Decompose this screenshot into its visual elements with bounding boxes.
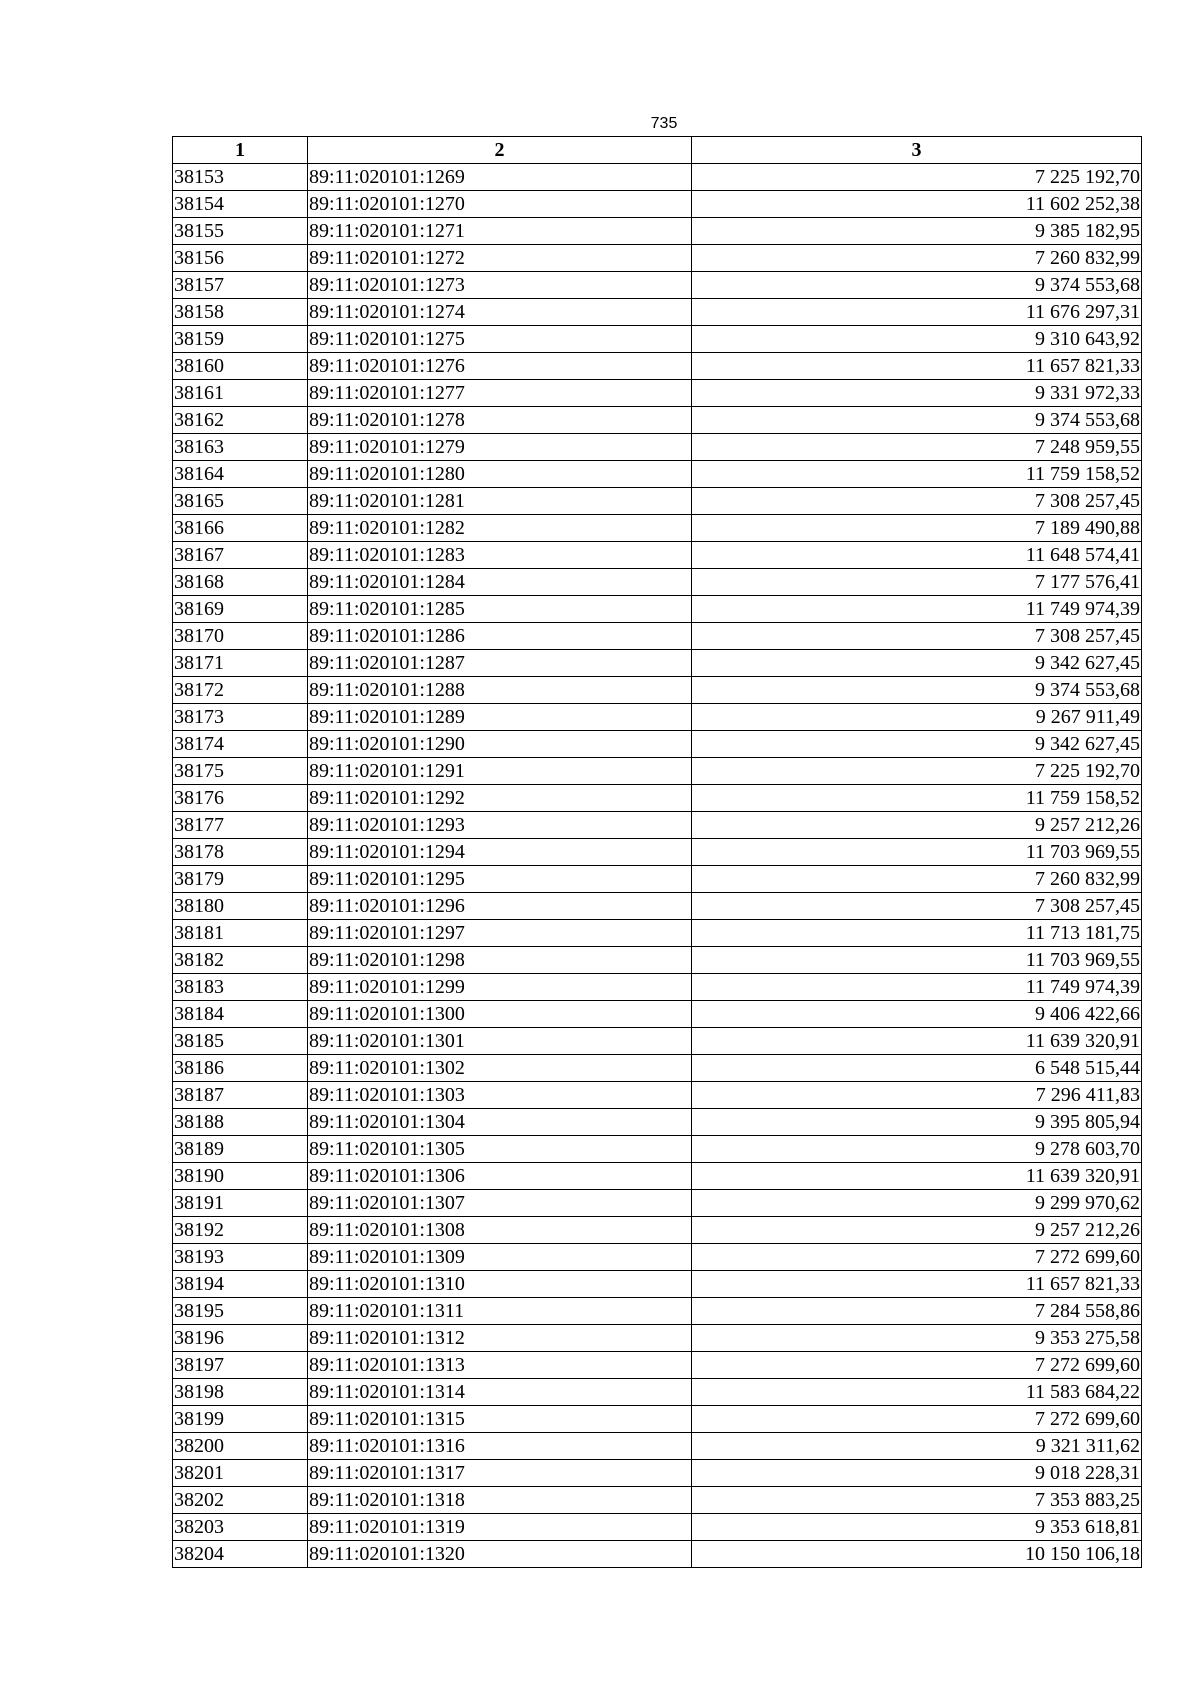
value-cell: 9 257 212,26 xyxy=(692,812,1142,839)
row-number-cell: 38166 xyxy=(173,515,308,542)
table-row xyxy=(173,164,1142,191)
value-cell: 11 759 158,52 xyxy=(692,461,1142,488)
table-body xyxy=(173,164,1142,1568)
row-number-cell: 38189 xyxy=(173,1136,308,1163)
cadastral-number-cell: 89:11:020101:1279 xyxy=(308,434,692,461)
table-row xyxy=(173,677,1142,704)
cadastral-number-cell: 89:11:020101:1269 xyxy=(308,164,692,191)
table-row xyxy=(173,893,1142,920)
table-row xyxy=(173,434,1142,461)
table-row xyxy=(173,650,1142,677)
cadastral-number-cell: 89:11:020101:1287 xyxy=(308,650,692,677)
row-number-cell: 38173 xyxy=(173,704,308,731)
row-number-cell: 38176 xyxy=(173,785,308,812)
row-number-cell: 38172 xyxy=(173,677,308,704)
cadastral-number-cell: 89:11:020101:1296 xyxy=(308,893,692,920)
header-col-3: 3 xyxy=(692,137,1142,164)
cadastral-number-cell: 89:11:020101:1297 xyxy=(308,920,692,947)
row-number-cell: 38178 xyxy=(173,839,308,866)
value-cell: 7 296 411,83 xyxy=(692,1082,1142,1109)
value-cell: 7 248 959,55 xyxy=(692,434,1142,461)
table-row xyxy=(173,245,1142,272)
value-cell: 7 225 192,70 xyxy=(692,164,1142,191)
cadastral-number-cell: 89:11:020101:1317 xyxy=(308,1460,692,1487)
table-row xyxy=(173,947,1142,974)
cadastral-number-cell: 89:11:020101:1314 xyxy=(308,1379,692,1406)
table-row xyxy=(173,515,1142,542)
cadastral-number-cell: 89:11:020101:1306 xyxy=(308,1163,692,1190)
cadastral-number-cell: 89:11:020101:1304 xyxy=(308,1109,692,1136)
value-cell: 9 374 553,68 xyxy=(692,677,1142,704)
cadastral-number-cell: 89:11:020101:1312 xyxy=(308,1325,692,1352)
header-col-1: 1 xyxy=(173,137,308,164)
table-row xyxy=(173,353,1142,380)
value-cell: 7 284 558,86 xyxy=(692,1298,1142,1325)
cadastral-number-cell: 89:11:020101:1280 xyxy=(308,461,692,488)
cadastral-number-cell: 89:11:020101:1313 xyxy=(308,1352,692,1379)
table-row xyxy=(173,920,1142,947)
header-row xyxy=(173,137,1142,164)
header-col-2: 2 xyxy=(308,137,692,164)
table-row xyxy=(173,1136,1142,1163)
row-number-cell: 38181 xyxy=(173,920,308,947)
cadastral-number-cell: 89:11:020101:1291 xyxy=(308,758,692,785)
table-row xyxy=(173,623,1142,650)
cadastral-number-cell: 89:11:020101:1305 xyxy=(308,1136,692,1163)
value-cell: 11 648 574,41 xyxy=(692,542,1142,569)
table-row xyxy=(173,461,1142,488)
cadastral-number-cell: 89:11:020101:1318 xyxy=(308,1487,692,1514)
table-row xyxy=(173,1244,1142,1271)
cadastral-number-cell: 89:11:020101:1272 xyxy=(308,245,692,272)
cadastral-number-cell: 89:11:020101:1301 xyxy=(308,1028,692,1055)
value-cell: 9 018 228,31 xyxy=(692,1460,1142,1487)
value-cell: 7 260 832,99 xyxy=(692,245,1142,272)
table-row xyxy=(173,299,1142,326)
row-number-cell: 38186 xyxy=(173,1055,308,1082)
cadastral-number-cell: 89:11:020101:1283 xyxy=(308,542,692,569)
table-row xyxy=(173,1406,1142,1433)
table-row xyxy=(173,407,1142,434)
table-row xyxy=(173,758,1142,785)
cadastral-number-cell: 89:11:020101:1274 xyxy=(308,299,692,326)
cadastral-number-cell: 89:11:020101:1286 xyxy=(308,623,692,650)
value-cell: 11 676 297,31 xyxy=(692,299,1142,326)
row-number-cell: 38204 xyxy=(173,1541,308,1568)
value-cell: 7 308 257,45 xyxy=(692,623,1142,650)
row-number-cell: 38203 xyxy=(173,1514,308,1541)
table-row xyxy=(173,1190,1142,1217)
value-cell: 9 385 182,95 xyxy=(692,218,1142,245)
row-number-cell: 38163 xyxy=(173,434,308,461)
cadastral-number-cell: 89:11:020101:1311 xyxy=(308,1298,692,1325)
cadastral-number-cell: 89:11:020101:1276 xyxy=(308,353,692,380)
value-cell: 6 548 515,44 xyxy=(692,1055,1142,1082)
row-number-cell: 38169 xyxy=(173,596,308,623)
value-cell: 7 225 192,70 xyxy=(692,758,1142,785)
value-cell: 9 331 972,33 xyxy=(692,380,1142,407)
cadastral-number-cell: 89:11:020101:1298 xyxy=(308,947,692,974)
table-row xyxy=(173,1298,1142,1325)
value-cell: 10 150 106,18 xyxy=(692,1541,1142,1568)
row-number-cell: 38202 xyxy=(173,1487,308,1514)
row-number-cell: 38153 xyxy=(173,164,308,191)
cadastral-number-cell: 89:11:020101:1308 xyxy=(308,1217,692,1244)
row-number-cell: 38183 xyxy=(173,974,308,1001)
value-cell: 7 260 832,99 xyxy=(692,866,1142,893)
row-number-cell: 38158 xyxy=(173,299,308,326)
value-cell: 11 703 969,55 xyxy=(692,839,1142,866)
table-row xyxy=(173,218,1142,245)
value-cell: 9 278 603,70 xyxy=(692,1136,1142,1163)
row-number-cell: 38187 xyxy=(173,1082,308,1109)
table-row xyxy=(173,569,1142,596)
table-row xyxy=(173,272,1142,299)
table-row xyxy=(173,1082,1142,1109)
row-number-cell: 38192 xyxy=(173,1217,308,1244)
cadastral-number-cell: 89:11:020101:1302 xyxy=(308,1055,692,1082)
cadastral-number-cell: 89:11:020101:1290 xyxy=(308,731,692,758)
row-number-cell: 38197 xyxy=(173,1352,308,1379)
cadastral-number-cell: 89:11:020101:1320 xyxy=(308,1541,692,1568)
value-cell: 11 602 252,38 xyxy=(692,191,1142,218)
table-row xyxy=(173,326,1142,353)
row-number-cell: 38162 xyxy=(173,407,308,434)
cadastral-number-cell: 89:11:020101:1285 xyxy=(308,596,692,623)
row-number-cell: 38156 xyxy=(173,245,308,272)
value-cell: 9 310 643,92 xyxy=(692,326,1142,353)
row-number-cell: 38159 xyxy=(173,326,308,353)
row-number-cell: 38155 xyxy=(173,218,308,245)
cadastral-number-cell: 89:11:020101:1278 xyxy=(308,407,692,434)
table-row xyxy=(173,1271,1142,1298)
cadastral-number-cell: 89:11:020101:1300 xyxy=(308,1001,692,1028)
value-cell: 11 639 320,91 xyxy=(692,1163,1142,1190)
table-row xyxy=(173,866,1142,893)
value-cell: 11 703 969,55 xyxy=(692,947,1142,974)
table-row xyxy=(173,1541,1142,1568)
table-row xyxy=(173,596,1142,623)
value-cell: 11 749 974,39 xyxy=(692,596,1142,623)
row-number-cell: 38195 xyxy=(173,1298,308,1325)
value-cell: 9 353 275,58 xyxy=(692,1325,1142,1352)
cadastral-number-cell: 89:11:020101:1293 xyxy=(308,812,692,839)
table-row xyxy=(173,1028,1142,1055)
row-number-cell: 38184 xyxy=(173,1001,308,1028)
cadastral-number-cell: 89:11:020101:1271 xyxy=(308,218,692,245)
row-number-cell: 38177 xyxy=(173,812,308,839)
table-row xyxy=(173,1055,1142,1082)
row-number-cell: 38168 xyxy=(173,569,308,596)
value-cell: 9 374 553,68 xyxy=(692,272,1142,299)
table-row xyxy=(173,1460,1142,1487)
value-cell: 7 272 699,60 xyxy=(692,1352,1142,1379)
table-row xyxy=(173,1352,1142,1379)
cadastral-number-cell: 89:11:020101:1307 xyxy=(308,1190,692,1217)
table-row xyxy=(173,380,1142,407)
value-cell: 11 749 974,39 xyxy=(692,974,1142,1001)
table-row xyxy=(173,812,1142,839)
row-number-cell: 38191 xyxy=(173,1190,308,1217)
value-cell: 9 257 212,26 xyxy=(692,1217,1142,1244)
row-number-cell: 38157 xyxy=(173,272,308,299)
value-cell: 11 759 158,52 xyxy=(692,785,1142,812)
value-cell: 7 353 883,25 xyxy=(692,1487,1142,1514)
value-cell: 9 299 970,62 xyxy=(692,1190,1142,1217)
table-row xyxy=(173,974,1142,1001)
value-cell: 9 374 553,68 xyxy=(692,407,1142,434)
row-number-cell: 38200 xyxy=(173,1433,308,1460)
cadastral-number-cell: 89:11:020101:1282 xyxy=(308,515,692,542)
value-cell: 11 657 821,33 xyxy=(692,1271,1142,1298)
cadastral-number-cell: 89:11:020101:1319 xyxy=(308,1514,692,1541)
value-cell: 9 353 618,81 xyxy=(692,1514,1142,1541)
table-row xyxy=(173,1379,1142,1406)
value-cell: 7 272 699,60 xyxy=(692,1244,1142,1271)
table-row xyxy=(173,1217,1142,1244)
row-number-cell: 38164 xyxy=(173,461,308,488)
row-number-cell: 38179 xyxy=(173,866,308,893)
row-number-cell: 38182 xyxy=(173,947,308,974)
value-cell: 7 272 699,60 xyxy=(692,1406,1142,1433)
value-cell: 7 308 257,45 xyxy=(692,893,1142,920)
cadastral-number-cell: 89:11:020101:1309 xyxy=(308,1244,692,1271)
table-row xyxy=(173,704,1142,731)
table-row xyxy=(173,1514,1142,1541)
value-cell: 11 583 684,22 xyxy=(692,1379,1142,1406)
cadastral-number-cell: 89:11:020101:1292 xyxy=(308,785,692,812)
cadastral-number-cell: 89:11:020101:1273 xyxy=(308,272,692,299)
table-row xyxy=(173,1487,1142,1514)
value-cell: 9 395 805,94 xyxy=(692,1109,1142,1136)
row-number-cell: 38188 xyxy=(173,1109,308,1136)
value-cell: 11 639 320,91 xyxy=(692,1028,1142,1055)
table-header xyxy=(173,137,1142,164)
registry-table xyxy=(172,136,1142,1568)
cadastral-number-cell: 89:11:020101:1310 xyxy=(308,1271,692,1298)
value-cell: 9 321 311,62 xyxy=(692,1433,1142,1460)
table-row xyxy=(173,488,1142,515)
row-number-cell: 38161 xyxy=(173,380,308,407)
value-cell: 9 267 911,49 xyxy=(692,704,1142,731)
table-row xyxy=(173,731,1142,758)
row-number-cell: 38201 xyxy=(173,1460,308,1487)
row-number-cell: 38174 xyxy=(173,731,308,758)
cadastral-number-cell: 89:11:020101:1275 xyxy=(308,326,692,353)
row-number-cell: 38198 xyxy=(173,1379,308,1406)
cadastral-number-cell: 89:11:020101:1295 xyxy=(308,866,692,893)
table-row xyxy=(173,1325,1142,1352)
cadastral-number-cell: 89:11:020101:1288 xyxy=(308,677,692,704)
row-number-cell: 38160 xyxy=(173,353,308,380)
row-number-cell: 38154 xyxy=(173,191,308,218)
row-number-cell: 38175 xyxy=(173,758,308,785)
cadastral-number-cell: 89:11:020101:1289 xyxy=(308,704,692,731)
value-cell: 7 177 576,41 xyxy=(692,569,1142,596)
cadastral-number-cell: 89:11:020101:1270 xyxy=(308,191,692,218)
value-cell: 9 406 422,66 xyxy=(692,1001,1142,1028)
value-cell: 9 342 627,45 xyxy=(692,650,1142,677)
table-row xyxy=(173,1001,1142,1028)
table-row xyxy=(173,785,1142,812)
row-number-cell: 38171 xyxy=(173,650,308,677)
row-number-cell: 38199 xyxy=(173,1406,308,1433)
cadastral-number-cell: 89:11:020101:1303 xyxy=(308,1082,692,1109)
row-number-cell: 38165 xyxy=(173,488,308,515)
table-row xyxy=(173,839,1142,866)
value-cell: 11 713 181,75 xyxy=(692,920,1142,947)
row-number-cell: 38167 xyxy=(173,542,308,569)
cadastral-number-cell: 89:11:020101:1294 xyxy=(308,839,692,866)
cadastral-number-cell: 89:11:020101:1281 xyxy=(308,488,692,515)
value-cell: 7 189 490,88 xyxy=(692,515,1142,542)
page-number: 735 xyxy=(650,115,678,132)
row-number-cell: 38185 xyxy=(173,1028,308,1055)
table-row xyxy=(173,1109,1142,1136)
cadastral-number-cell: 89:11:020101:1277 xyxy=(308,380,692,407)
row-number-cell: 38190 xyxy=(173,1163,308,1190)
row-number-cell: 38196 xyxy=(173,1325,308,1352)
row-number-cell: 38180 xyxy=(173,893,308,920)
cadastral-number-cell: 89:11:020101:1284 xyxy=(308,569,692,596)
cadastral-number-cell: 89:11:020101:1316 xyxy=(308,1433,692,1460)
cadastral-number-cell: 89:11:020101:1315 xyxy=(308,1406,692,1433)
cadastral-number-cell: 89:11:020101:1299 xyxy=(308,974,692,1001)
table-row xyxy=(173,1433,1142,1460)
row-number-cell: 38194 xyxy=(173,1271,308,1298)
row-number-cell: 38170 xyxy=(173,623,308,650)
table-row xyxy=(173,542,1142,569)
value-cell: 7 308 257,45 xyxy=(692,488,1142,515)
table-row xyxy=(173,191,1142,218)
table-row xyxy=(173,1163,1142,1190)
row-number-cell: 38193 xyxy=(173,1244,308,1271)
value-cell: 11 657 821,33 xyxy=(692,353,1142,380)
value-cell: 9 342 627,45 xyxy=(692,731,1142,758)
